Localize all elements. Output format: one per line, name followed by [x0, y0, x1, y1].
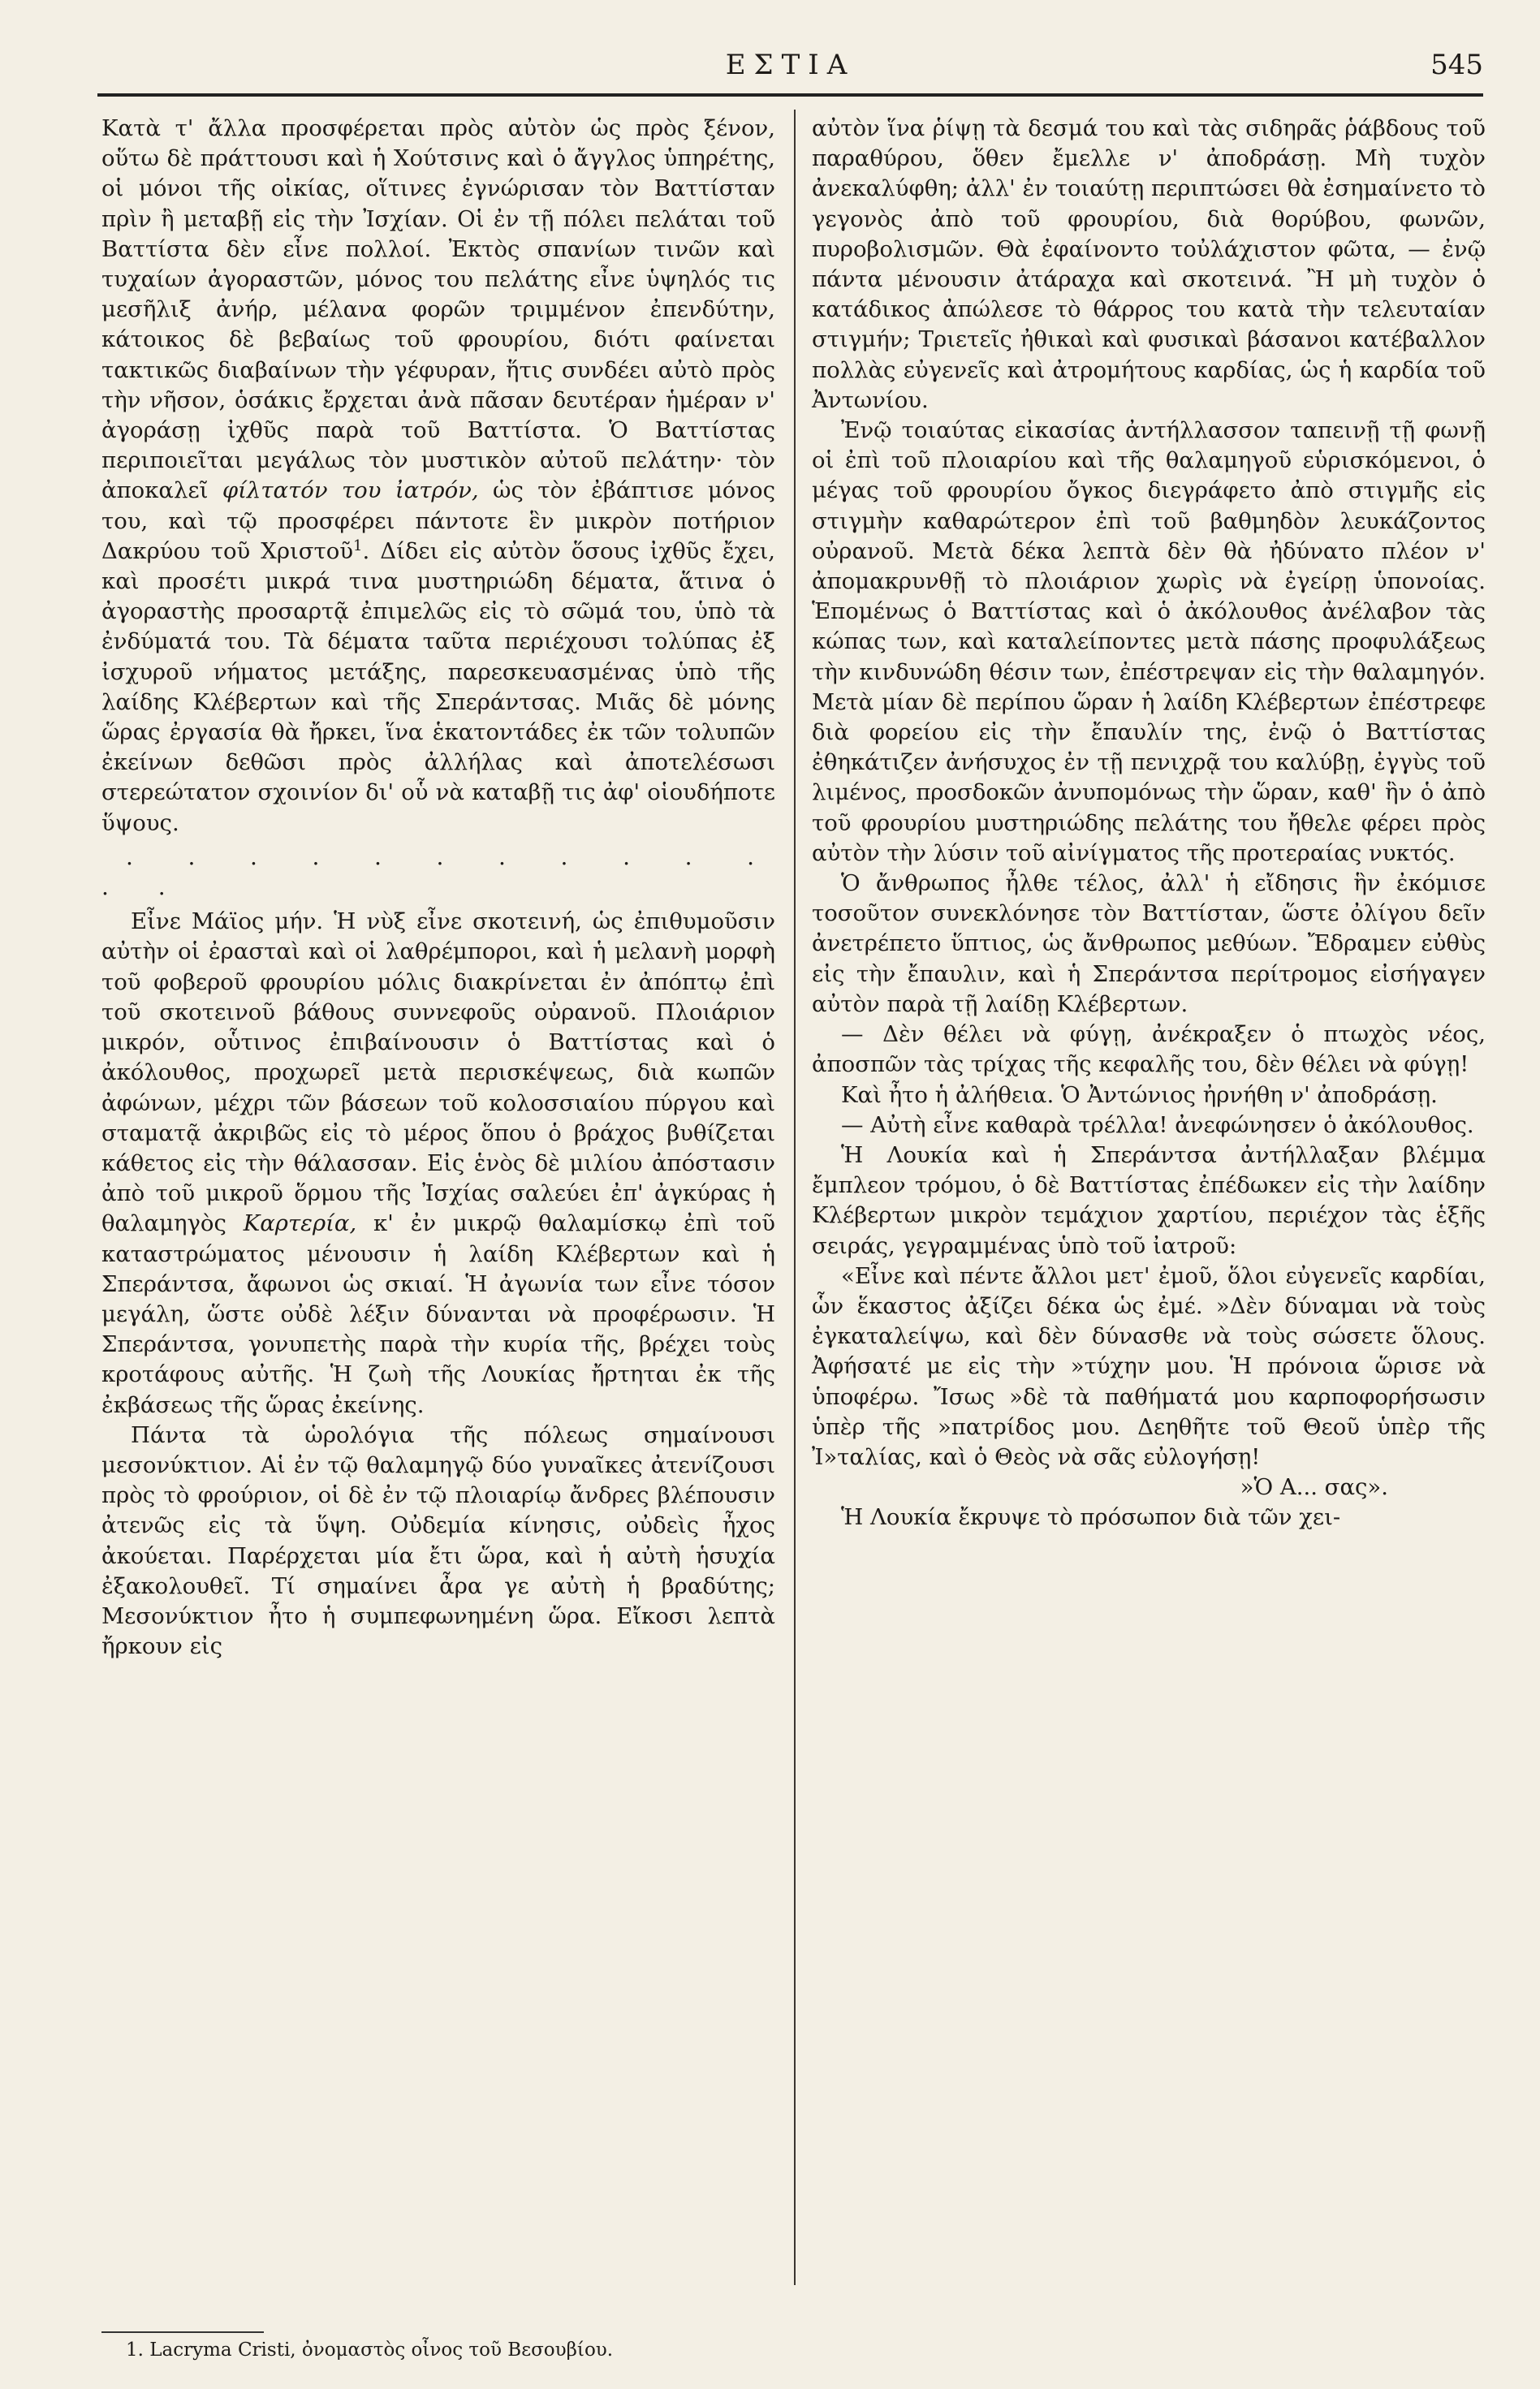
paragraph-text: κ' ἐν μικρῷ θαλαμίσκῳ ἐπὶ τοῦ καταστρώματος μένουσιν ἡ λαίδη Κλέβερτων καὶ ἡ Σπεράντσα, ἄφωνοι ὡς σκιαί. Ἡ ἀγωνία των εἶνε τόσον μεγάλη, ὥστε οὐδὲ λέξιν δύνανται νὰ προφέρωσιν. Ἡ Σπεράντσα, γονυπετὴς παρὰ τὴν κυρία τῆς, βρέχει τοὺς κροτάφους αὐτῆς. Ἡ ζωὴ τῆς Λουκίας ἤρτηται ἐκ τῆς ἐκβάσεως τῆς ὥρας ἐκείνης. [101, 1210, 775, 1418]
paragraph: αὐτὸν ἵνα ῥίψῃ τὰ δεσμά του καὶ τὰς σιδηρᾶς ῥάβδους τοῦ παραθύρου, ὅθεν ἔμελλε ν' ἀποδράσῃ. Μὴ τυχὸν ἀνεκαλύφθη; ἀλλ' ἐν τοιαύτῃ περιπτώσει θὰ ἐσημαίνετο τὸ γεγονὸς ἀπὸ τοῦ φρουρίου, διὰ θορύβου, φωνῶν, πυροβολισμῶν. Θὰ ἐφαίνοντο τοὐλάχιστον φῶτα, — ἐνῷ πάντα μένουσιν ἀτάραχα καὶ σκοτεινά. Ἢ μὴ τυχὸν ὁ κατάδικος ἀπώλεσε τὸ θάρρος του κατὰ τὴν τελευταίαν στιγμήν; Τριετεῖς ἠθικαὶ καὶ φυσικαὶ βάσανοι κατέβαλλον πολλὰς εὐγενεῖς καὶ ἀτρομήτους καρδίας, ὡς ἡ καρδία τοῦ Ἀντωνίου. [812, 115, 1486, 413]
paragraph [101, 114, 775, 839]
right-column [812, 114, 1486, 1533]
column-divider [794, 110, 796, 2285]
paragraph-text: Εἶνε Μάϊος μήν. Ἡ νὺξ εἶνε σκοτεινή, ὡς ἐπιθυμοῦσιν αὐτὴν οἱ ἐρασταὶ καὶ οἱ λαθρέμποροι, καὶ ἡ μελανὴ μορφὴ τοῦ φοβεροῦ φρουρίου μόλις διακρίνεται ἐν ἀπόπτῳ ἐπὶ τοῦ σκοτεινοῦ βάθους συννεφοῦς οὐρανοῦ. Πλοιάριον μικρόν, οὗτινος ἐπιβαίνουσιν ὁ Βαττίστας καὶ ὁ ἀκόλουθος, προχωρεῖ μετὰ περισκέψεως, διὰ κωπῶν ἀφώνων, μέχρι τῶν βάσεων τοῦ κολοσσιαίου πύργου καὶ σταματᾷ ἀκριβῶς εἰς τὸ μέρος ὅπου ὁ βράχος βυθίζεται κάθετος εἰς τὴν θάλασσαν. Εἰς ἑνὸς δὲ μιλίου ἀπόστασιν ἀπὸ τοῦ μικροῦ ὅρμου τῆς Ἰσχίας σαλεύει ἐπ' ἀγκύρας ἡ θαλαμηγὸς [101, 908, 775, 1237]
paragraph: — Δὲν θέλει νὰ φύγῃ, ἀνέκραξεν ὁ πτωχὸς νέος, ἀποσπῶν τὰς τρίχας τῆς κεφαλῆς του, δὲν θέλει νὰ φύγῃ! [812, 1021, 1486, 1078]
letter-text: «Εἶνε καὶ πέντε ἄλλοι μετ' ἐμοῦ, ὅλοι εὐγενεῖς καρδίαι, ὧν ἕκαστος ἀξίζει δέκα ὡς ἐμέ. »Δὲν δύναμαι νὰ τοὺς ἐγκαταλείψω, καὶ δὲν δύνασθε νὰ τοὺς σώσετε ὅλους. Ἀφήσατέ με εἰς τὴν »τύχην μου. Ἡ πρόνοια ὥρισε νὰ ὑποφέρω. Ἴσως »δὲ τὰ παθήματά μου καρποφορήσωσιν ὑπὲρ τῆς »πατρίδος μου. Δεηθῆτε τοῦ Θεοῦ ὑπὲρ τῆς Ἰ»ταλίας, καὶ ὁ Θεὸς νὰ σᾶς εὐλογήσῃ! [812, 1262, 1486, 1470]
page-number: 545 [1430, 49, 1483, 81]
footnote-rule [101, 2331, 264, 2333]
paragraph: — Αὐτὴ εἶνε καθαρὰ τρέλλα! ἀνεφώνησεν ὁ ἀκόλουθος. [841, 1111, 1474, 1138]
quoted-letter [812, 1261, 1486, 1503]
italic-phrase: φίλτατόν του ἰατρόν, [222, 477, 479, 504]
footnote: 1. Lacryma Cristi, ὀνομαστὸς οἶνος τοῦ Βεσουβίου. [126, 2339, 614, 2361]
italic-phrase: Καρτερία, [243, 1210, 357, 1237]
paragraph: Ἐνῷ τοιαύτας εἰκασίας ἀντήλλασσον ταπεινῇ τῇ φωνῇ οἱ ἐπὶ τοῦ πλοιαρίου καὶ τῆς θαλαμηγοῦ εὑρισκόμενοι, ὁ μέγας τοῦ φρουρίου ὄγκος διεγράφετο ἀπὸ στιγμῆς εἰς στιγμὴν καθαρώτερον ἐπὶ τοῦ βαθμηδὸν λευκάζοντος οὐρανοῦ. Μετὰ δέκα λεπτὰ δὲν θὰ ἠδύνατο πλέον ν' ἀπομακρυνθῇ τὸ πλοιάριον χωρὶς νὰ ἐγείρῃ ὑπονοίας. Ἑπομένως ὁ Βαττίστας καὶ ὁ ἀκόλουθος ἀνέλαβον τὰς κώπας των, καὶ καταλείποντες μετὰ πάσης προφυλάξεως τὴν κινδυνώδη θέσιν των, ἐπέστρεψαν εἰς τὴν θαλαμηγόν. Μετὰ μίαν δὲ περίπου ὥραν ἡ λαίδη Κλέβερτων ἐπέστρεφε διὰ φορείου εἰς τὴν ἔπαυλίν της, ἐνῷ ὁ Βαττίστας ἐθηκάτιζεν ἀνήσυχος ἐν τῇ πενιχρᾷ του καλύβῃ, ἐγγὺς τοῦ λιμένος, προσδοκῶν ἀνυπομόνως τὴν ὥραν, καθ' ἣν ὁ ἀπὸ τοῦ φρουρίου μυστηριώδης πελάτης του ἤθελε φέρει πρὸς αὐτὸν τὴν λύσιν τοῦ αἰνίγματος τῆς προτεραίας νυκτός. [812, 417, 1486, 866]
paragraph: Ὁ ἄνθρωπος ἦλθε τέλος, ἀλλ' ἡ εἴδησις ἣν ἐκόμισε τοσοῦτον συνεκλόνησε τὸν Βαττίσταν, ὥστε ὀλίγου δεῖν ἀνετρέπετο ὕπτιος, ὡς ἄνθρωπος μεθύων. Ἔδραμεν εὐθὺς εἰς τὴν ἔπαυλιν, καὶ ἡ Σπεράντσα περίτρομος εἰσήγαγεν αὐτὸν παρὰ τῇ λαίδῃ Κλέβερτων. [812, 870, 1486, 1017]
footnote-marker: 1 [353, 537, 363, 554]
paragraph-text: ὡς τὸν ἐβάπτισε μόνος του, καὶ τῷ προσφέρει πάντοτε ἓν μικρὸν ποτήριον Δακρύου τοῦ Χριστοῦ [101, 477, 775, 564]
header-rule [97, 93, 1483, 97]
paragraph-text: Κατὰ τ' ἄλλα προσφέρεται πρὸς αὐτὸν ὡς πρὸς ξένον, οὕτω δὲ πράττουσι καὶ ἡ Χούτσινς καὶ ὁ ἄγγλος ὑπηρέτης, οἱ μόνοι τῆς οἰκίας, οἵτινες ἐγνώρισαν τὸν Βαττίσταν πρὶν ἢ μεταβῇ εἰς τὴν Ἰσχίαν. Οἱ ἐν τῇ πόλει πελάται τοῦ Βαττίστα δὲν εἶνε πολλοί. Ἐκτὸς σπανίων τινῶν καὶ τυχαίων ἀγοραστῶν, μόνος του πελάτης εἶνε ὑψηλός τις μεσῆλιξ ἀνήρ, μέλανα φορῶν τριμμένον ἐπενδύτην, κάτοικος δὲ βεβαίως τοῦ φρουρίου, διότι φαίνεται τακτικῶς διαβαίνων τὴν γέφυραν, ἥτις συνδέει αὐτὸ πρὸς τὴν νῆσον, ὁσάκις ἔρχεται ἀνὰ πᾶσαν δευτέραν ἡμέραν ν' ἀγοράσῃ ἰχθῦς παρὰ τοῦ Βαττίστα. Ὁ Βαττίστας περιποιεῖται μεγάλως τὸν μυστικὸν αὐτοῦ πελάτην· τὸν ἀποκαλεῖ [101, 115, 775, 504]
section-break-dots: . . . . . . . . . . . . . [101, 843, 775, 901]
paragraph: Ἡ Λουκία καὶ ἡ Σπεράντσα ἀντήλλαξαν βλέμμα ἔμπλεον τρόμου, ὁ δὲ Βαττίστας ἐπέδωκεν εἰς τὴν λαίδην Κλέβερτων μικρὸν τεμάχιον χαρτίου, περιέχον τὰς ἑξῆς σειράς, γεγραμμένας ὑπὸ τοῦ ἰατροῦ: [812, 1141, 1486, 1259]
paragraph: Ἡ Λουκία ἔκρυψε τὸ πρόσωπον διὰ τῶν χει- [841, 1504, 1341, 1531]
left-column [101, 114, 775, 1662]
paragraph: Καὶ ἦτο ἡ ἀλήθεια. Ὁ Ἀντώνιος ἠρνήθη ν' ἀποδράσῃ. [841, 1081, 1438, 1108]
paragraph-text: . Δίδει εἰς αὐτὸν ὅσους ἰχθῦς ἔχει, καὶ προσέτι μικρά τινα μυστηριώδη δέματα, ἅτινα ὁ ἀγοραστὴς προσαρτᾷ ἐπιμελῶς εἰς τὸ σῶμά του, ὑπὸ τὰ ἐνδύματά του. Τὰ δέματα ταῦτα περιέχουσι τολύπας ἐξ ἰσχυροῦ νήματος μετάξης, παρεσκευασμένας ὑπὸ τῆς λαίδης Κλέβερτων καὶ τῆς Σπεράντσας. Μιᾶς δὲ μόνης ὥρας ἐργασία θὰ ἤρκει, ἵνα ἑκατοντάδες ἐκ τῶν τολυπῶν ἐκείνων δεθῶσι πρὸς ἀλλήλας καὶ ἀποτελέσωσι στερεώτατον σχοινίον δι' οὗ νὰ καταβῇ τις ἀφ' οἱουδήποτε ὕψους. [101, 537, 775, 836]
journal-title: ΕΣΤΙΑ [725, 49, 856, 81]
paragraph: Πάντα τὰ ὡρολόγια τῆς πόλεως σημαίνουσι μεσονύκτιον. Αἱ ἐν τῷ θαλαμηγῷ δύο γυναῖκες ἀτενίζουσι πρὸς τὸ φρούριον, οἱ δὲ ἐν τῷ πλοιαρίῳ ἄνδρες βλέπουσιν ἀτενῶς εἰς τὰ ὕψη. Οὐδεμία κίνησις, οὐδεὶς ἦχος ἀκούεται. Παρέρχεται μία ἔτι ὥρα, καὶ ἡ αὐτὴ ἡσυχία ἐξακολουθεῖ. Τί σημαίνει ἆρα γε αὐτὴ ἡ βραδύτης; Μεσονύκτιον ἦτο ἡ συμπεφωνημένη ὥρα. Εἴκοσι λεπτὰ ἤρκουν εἰς [101, 1421, 775, 1660]
page-header [97, 49, 1483, 106]
paragraph [101, 907, 775, 1420]
letter-signature: »Ὁ Α... σας». [1240, 1474, 1388, 1501]
